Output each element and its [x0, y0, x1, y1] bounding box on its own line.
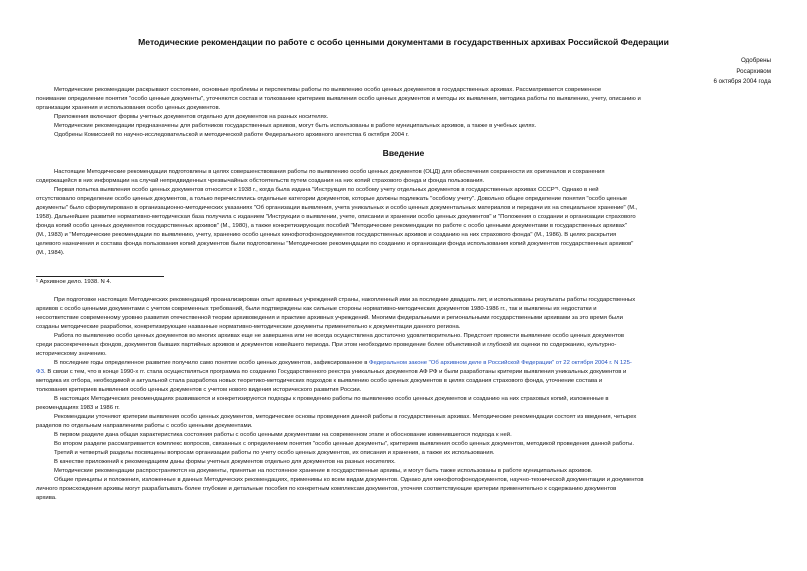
introduction-line: фонда копий особо ценных документов государственных архивов" (М., 1980), а также конкретизирующих пособий "Методические рекомендации по работе с особо ценными документами в государственных архивах" — [36, 223, 627, 229]
intro-line: Приложения включают формы учетных документов отдельно для документов на разных носителях. — [54, 114, 329, 120]
tail-line: личного происхождения архивы могут разрабатывать более глубокие и детальные пособия по конкретным комплексам документов, уточняя соответствующие критерии применительно к содержанию документов — [36, 486, 617, 492]
document-title: Методические рекомендации по работе с особо ценными документами в государственных архивах Российской Федерации — [138, 37, 669, 47]
introduction-line: Настоящие Методические рекомендации подготовлены в целях совершенствования работы по выявлению особо ценных документов (ОЦД) для обеспечения сохранности их оригиналов и сохранения — [54, 169, 605, 175]
law-paragraph-line — [36, 359, 771, 368]
law-paragraph-text: В последние годы определенное развитие получило само понятие особо ценных документов, зафиксированное в — [54, 360, 369, 366]
tail-line: В качестве приложений к рекомендациям даны формы учетных документов отдельно для документов на разных носителях. — [54, 459, 396, 465]
intro-line: организации хранения и использования особо ценных документов. — [36, 105, 221, 111]
tail-line: разделов по отдельным направлениям работы с особо ценными документами. — [36, 423, 253, 429]
introduction-line: Первая попытка выявления особо ценных документов относится к 1938 г., когда была издана "Инструкция по особому учету отдельных документов в государственных архивах СССР"¹. Однако в ней — [54, 187, 599, 193]
introduction-line: документы" было сформулировано в организационно-методических указаниях "Об организации выявления, учета уникальных и особо ценных документальных материалов и передачи их на специальное хранение" (М., — [36, 205, 638, 211]
intro-line: понимание определение понятия "особо ценные документы", уточняются состав и толкование критериев выявления особо ценных документов и методы их выявления, методика работы по выявлению, учету, описанию и — [36, 96, 641, 102]
tail-line: рекомендациях 1983 и 1986 гг. — [36, 405, 120, 411]
intro-line: Одобрены Комиссией по научно-исследовательской и методической работе Федерального архивного агентства 6 октября 2004 г. — [54, 132, 409, 138]
tail-line: Третий и четвертый разделы посвящены вопросам организации работы по учету особо ценных документов, их описания и хранения, а также их использования. — [54, 450, 495, 456]
body-line: несоответствие современному уровню развития отечественной теории архивоведения и практике архивных учреждений. Многими федеральными и региональными государственными архивами за это время были — [36, 315, 623, 321]
approval-block — [713, 56, 771, 88]
federal-law-link[interactable]: Федеральном законе "Об архивном деле в Российской Федерации" от 22 октября 2004 г. N 125- — [368, 360, 632, 366]
tail-line: Во втором разделе рассматривается комплекс вопросов, связанных с определением понятия "особо ценные документы", критериев выявления особо ценных документов, методикой проведения данной работы. — [54, 441, 634, 447]
body-line: историческому значению. — [36, 351, 107, 357]
law-paragraph-line: толкования критериев выявления особо ценных документов с учетом нового видения исторического развития России. — [36, 387, 362, 393]
intro-line: Методические рекомендации предназначены для работников государственных архивов, могут быть использованы в работе муниципальных архивов, а также в учебных целях. — [54, 123, 537, 129]
body-line: среди рассекреченных фондов, документов бывших партийных архивов и документов новейшего периода. При этом необходимо проведение более объективной и глубокой их оценки по содержанию, культурно- — [36, 342, 617, 348]
tail-line: архива. — [36, 495, 57, 501]
federal-law-link-continued[interactable]: ФЗ — [36, 369, 45, 375]
intro-line: Методические рекомендации раскрывают состояние, основные проблемы и перспективы работы по выявлению особо ценных документов в государственных архивах. Рассматривается современное — [54, 87, 602, 93]
introduction-line: 1958). Дальнейшее развитие нормативно-методическая база получила с изданием "Инструкции о выявлении, учете, описании и хранении особо ценных документов" и "Положения о создании и организации страхового — [36, 214, 636, 220]
intro-block — [36, 86, 771, 140]
introduction-heading: Введение — [382, 148, 425, 158]
body-block — [36, 296, 771, 503]
footnote: ¹ Архивное дело. 1938. N 4. — [36, 279, 112, 285]
law-paragraph-line — [36, 368, 771, 377]
footnote-separator — [36, 276, 164, 277]
law-paragraph-text: . В связи с тем, что в конце 1990-х гг. стала осуществляться программа по созданию Государственного реестра уникальных документов АФ РФ и были разработаны критерии выявления уникальных документов и — [44, 369, 627, 375]
tail-line: Рекомендации уточняют критерии выявления особо ценных документов, методические основы проведения данной работы в государственных архивах. Методические рекомендации состоят из введения, четырех — [54, 414, 637, 420]
body-line: архивов с особо ценными документами с учетом современных требований, были подтверждены как сильные стороны нормативно-методических документов 1980-1986 гг., так и выявлены их недостатки и — [36, 306, 597, 312]
introduction-line: (М., 1983) и "Методические рекомендации по выявлению, учету, хранению особо ценных кинофотофонодокументов государственных архивов и созданию на них страхового фонда" (М., 1986). В целях раскрытия — [36, 232, 617, 238]
introduction-line: содержащейся в них информации на случай непредвиденных чрезвычайных обстоятельств путем создания на них копий страхового фонда и фонда пользования. — [36, 178, 485, 184]
introduction-line: целевого назначения и состава фонда пользования копий документов были подготовлены "Методические рекомендации по созданию и организации фонда использования копий документов государственных архивов" — [36, 241, 634, 247]
introduction-line: (М., 1984). — [36, 250, 65, 256]
approval-line-agency: Росархивом — [736, 67, 771, 75]
approval-line-approved: Одобрены — [740, 57, 771, 64]
tail-line: В настоящих Методических рекомендациях развиваются и конкретизируются подходы к проведению работы по выявлению особо ценных документов и созданию на них страховых копий, изложенные в — [54, 396, 609, 402]
approval-line-date: 6 октября 2004 года — [713, 78, 771, 85]
body-line: При подготовке настоящих Методических рекомендаций проанализирован опыт архивных учреждений страны, накопленный ими за последние двадцать лет, и использованы результаты работы государственных — [54, 297, 636, 303]
tail-line: В первом разделе дана общая характеристика состояния работы с особо ценными документами на современном этапе и обоснование изменившегося подхода к ней. — [54, 432, 512, 438]
body-line: созданы методические разработки, конкретизирующие названные нормативно-методические документы применительно к документации данного региона. — [36, 324, 461, 330]
tail-line: Методические рекомендации распространяются на документы, принятые на постоянное хранение в государственные архивы, и могут быть также использованы в работе муниципальных архивов. — [54, 468, 593, 474]
law-paragraph-line: методика их отбора, необходимой и актуальной стала разработка новых теоретико-методических подходов к выявлению особо ценных документов в целях создания страхового фонда, уточнение состава и — [36, 378, 603, 384]
tail-line: Общие принципы и положения, изложенные в данных Методических рекомендациях, применимы ко всем видам документов. Однако для кинофотофонодокументов, научно-технической документации и документов — [54, 477, 644, 483]
introduction-block — [36, 168, 771, 258]
introduction-line: отсутствовало определение особо ценных документов, а только перечислялись отдельные категории документов, которые должны подлежать "особому учету". Довольно общее определение понятия "особо ценные — [36, 196, 628, 202]
body-line: Работа по выявлению особо ценных документов во многих архивах еще не завершена или не всегда осуществлена достаточно удовлетворительно. Предстоит провести выявление особо ценных документов — [54, 333, 625, 339]
